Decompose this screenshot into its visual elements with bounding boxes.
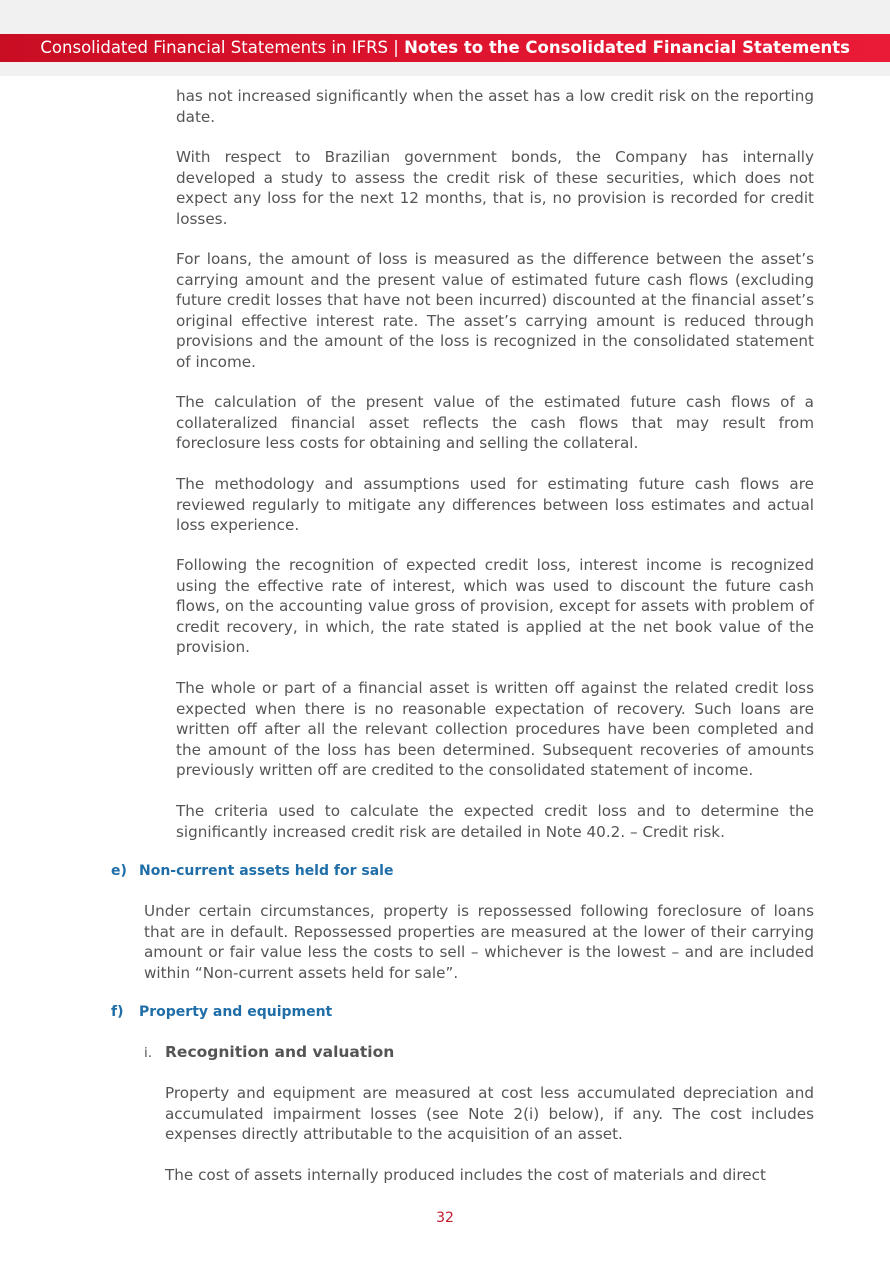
section-f-letter: f) xyxy=(111,1004,124,1020)
paragraph: has not increased significantly when the asset has a low credit risk on the reporting date. xyxy=(176,87,814,126)
section-f-heading xyxy=(111,1004,332,1020)
section-e-heading xyxy=(111,863,393,879)
section-e-paragraph: Under certain circumstances, property is repossessed following foreclosure of loans that are in default. Repossessed properties are measured at the lower of their carrying amount or fair value less the costs to sell – whichever is the lowest – and are included within “Non-current assets held for sale”. xyxy=(144,902,814,982)
top-margin-bar xyxy=(0,0,890,34)
paragraph: The whole or part of a financial asset is written off against the related credit loss expected when there is no reasonable expectation of recovery. Such loans are written off after all the relevant collection procedures have been completed and the amount of the loss has been determined. Subsequent recoveries of amounts previously written off are credited to the consolidated statement of income. xyxy=(176,679,814,779)
paragraph: The criteria used to calculate the expected credit loss and to determine the significantly increased credit risk are detailed in Note 40.2. – Credit risk. xyxy=(176,802,814,841)
header-banner xyxy=(0,34,890,62)
section-f-paragraph: Property and equipment are measured at cost less accumulated depreciation and accumulated impairment losses (see Note 2(i) below), if any. The cost includes expenses directly attributable to the acquisition of an asset. xyxy=(165,1084,814,1143)
subsection-number: i. xyxy=(144,1045,153,1061)
section-e-letter: e) xyxy=(111,863,127,879)
page-number: 32 xyxy=(436,1210,454,1226)
paragraph: The methodology and assumptions used for estimating future cash flows are reviewed regularly to mitigate any differences between loss estimates and actual loss experience. xyxy=(176,475,814,534)
section-e-title: Non-current assets held for sale xyxy=(139,863,394,879)
subsection-heading xyxy=(144,1042,394,1061)
section-f-title: Property and equipment xyxy=(139,1004,333,1020)
paragraph: The calculation of the present value of the estimated future cash flows of a collateralized financial asset reflects the cash flows that may result from foreclosure less costs for obtaining and selling the collateral. xyxy=(176,393,814,452)
paragraph: For loans, the amount of loss is measured as the difference between the asset’s carrying amount and the present value of estimated future cash flows (excluding future credit losses that have not been incurred) discounted at the financial asset’s original effective interest rate. The asset’s carrying amount is reduced through provisions and the amount of the loss is recognized in the consolidated statement of income. xyxy=(176,250,814,371)
paragraph: Following the recognition of expected credit loss, interest income is recognized using the effective rate of interest, which was used to discount the future cash flows, on the accounting value gross of provision, except for assets with problem of credit recovery, in which, the rate stated is applied at the net book value of the provision. xyxy=(176,556,814,656)
paragraph: With respect to Brazilian government bonds, the Company has internally developed a study to assess the credit risk of these securities, which does not expect any loss for the next 12 months, that is, no provision is recorded for credit losses. xyxy=(176,148,814,228)
banner-under-bar xyxy=(0,62,890,76)
section-f-paragraph: The cost of assets internally produced includes the cost of materials and direct xyxy=(165,1166,766,1184)
header-left-text: Consolidated Financial Statements in IFRS | xyxy=(40,38,399,57)
subsection-title: Recognition and valuation xyxy=(165,1043,395,1061)
header-right-text: Notes to the Consolidated Financial Statements xyxy=(404,38,850,57)
